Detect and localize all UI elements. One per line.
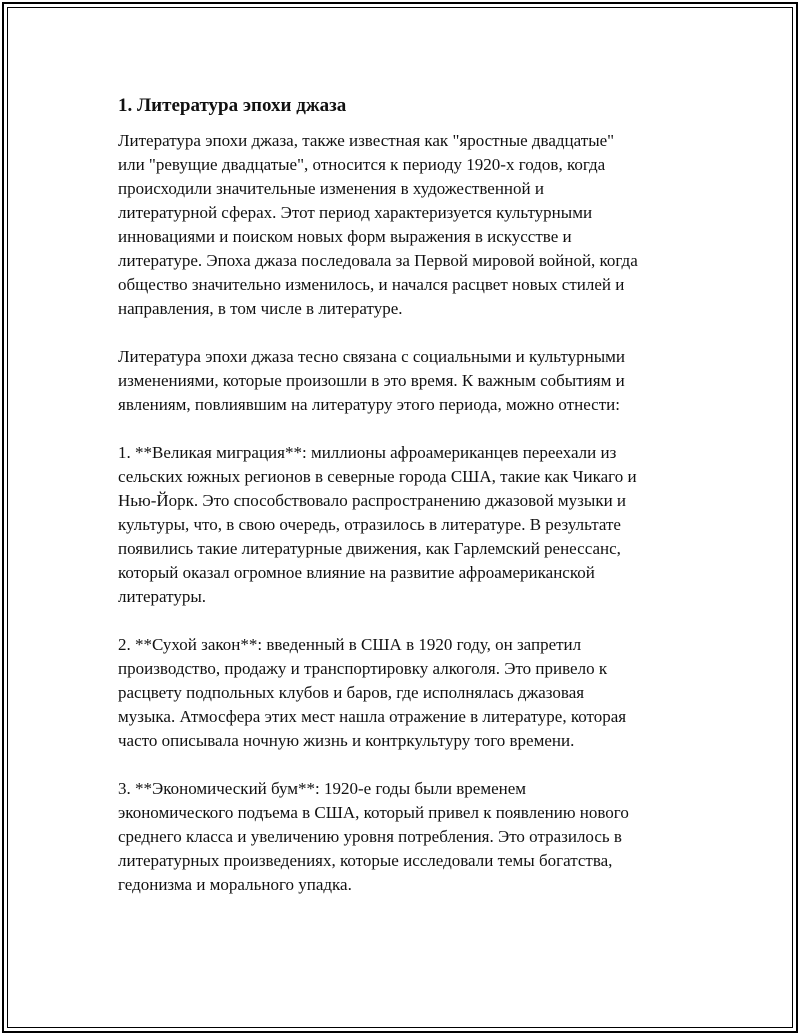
section-heading: 1. Литература эпохи джаза — [118, 95, 347, 116]
document-body — [118, 94, 688, 921]
paragraph-intro: Литература эпохи джаза, также известная как "яростные двадцатые" или "ревущие двадцатые", относится к периоду 1920-х годов, когда происходили значительные изменения в художественной и литературной сферах. Этот период характеризуется культурными инновациями и поиском новых форм выражения в искусстве и литературе. Эпоха джаза последовала за Первой мировой войной, когда общество значительно изменилось, и начался расцвет новых стилей и направления, в том числе в литературе. — [118, 131, 638, 318]
paragraph-context: Литература эпохи джаза тесно связана с социальными и культурными изменениями, которые произошли в это время. К важным событиям и явлениям, повлиявшим на литературу этого периода, можно отнести: — [118, 347, 625, 414]
list-item-economic-boom: 3. **Экономический бум**: 1920-е годы были временем экономического подъема в США, который привел к появлению нового среднего класса и увеличению уровня потребления. Это отразилось в литературных произведениях, которые исследовали темы богатства, гедонизма и морального упадка. — [118, 779, 629, 894]
list-item-prohibition: 2. **Сухой закон**: введенный в США в 1920 году, он запретил производство, продажу и транспортировку алкоголя. Это привело к расцвету подпольных клубов и баров, где исполнялась джазовая музыка. Атмосфера этих мест нашла отражение в литературе, которая часто описывала ночную жизнь и контркультуру того времени. — [118, 635, 627, 750]
list-item-great-migration: 1. **Великая миграция**: миллионы афроамериканцев переехали из сельских южных регионов в северные города США, такие как Чикаго и Нью-Йорк. Это способствовало распространению джазовой музыки и культуры, что, в свою очередь, отразилось в литературе. В результате появились такие литературные движения, как Гарлемский ренессанс, который оказал огромное влияние на развитие афроамериканской литературы. — [118, 443, 637, 606]
